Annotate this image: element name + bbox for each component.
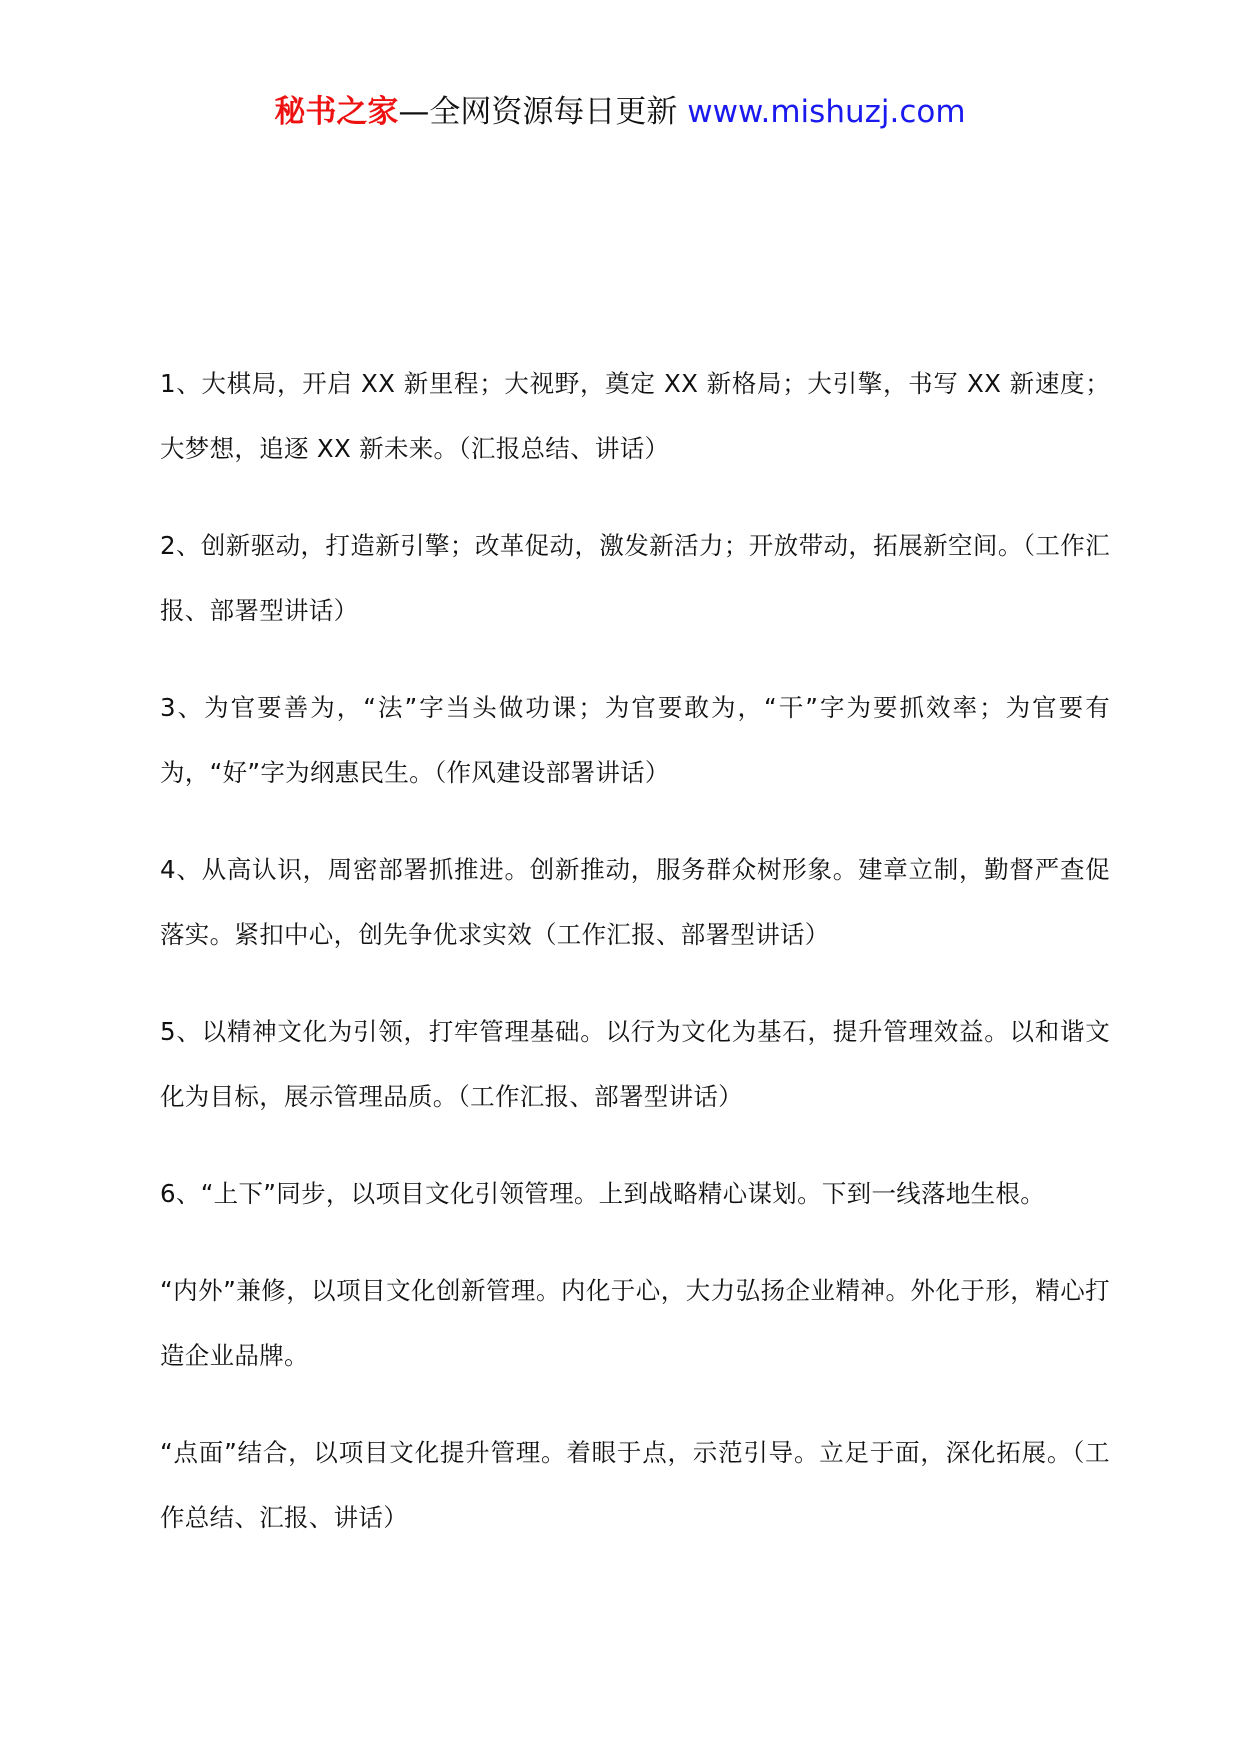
document-body [160,351,1110,1582]
site-url-link[interactable]: www.mishuzj.com [687,94,966,130]
paragraph-8: “点面”结合，以项目文化提升管理。着眼于点，示范引导。立足于面，深化拓展。（工作总结、汇报、讲话） [160,1438,1110,1532]
paragraph-6: 6、“上下”同步，以项目文化引领管理。上到战略精心谋划。下到一线落地生根。 [160,1179,1046,1208]
brand-name: 秘书之家 [274,94,399,130]
paragraph-1: 1、大棋局，开启 XX 新里程；大视野，奠定 XX 新格局；大引擎，书写 XX 新速度；大梦想，追逐 XX 新未来。（汇报总结、讲话） [160,369,1110,463]
paragraph-4: 4、从高认识，周密部署抓推进。创新推动，服务群众树形象。建章立制，勤督严查促落实。紧扣中心，创先争优求实效（工作汇报、部署型讲话） [160,855,1110,949]
header-tagline: —全网资源每日更新 [398,94,678,130]
site-header [0,92,1240,132]
paragraph-5: 5、以精神文化为引领，打牢管理基础。以行为文化为基石，提升管理效益。以和谐文化为目标，展示管理品质。（工作汇报、部署型讲话） [160,1017,1110,1111]
paragraph-3: 3、为官要善为，“法”字当头做功课；为官要敢为，“干”字为要抓效率；为官要有为，“好”字为纲惠民生。（作风建设部署讲话） [160,693,1110,787]
paragraph-2: 2、创新驱动，打造新引擎；改革促动，激发新活力；开放带动，拓展新空间。（工作汇报、部署型讲话） [160,531,1110,625]
paragraph-7: “内外”兼修，以项目文化创新管理。内化于心，大力弘扬企业精神。外化于形，精心打造企业品牌。 [160,1276,1110,1370]
